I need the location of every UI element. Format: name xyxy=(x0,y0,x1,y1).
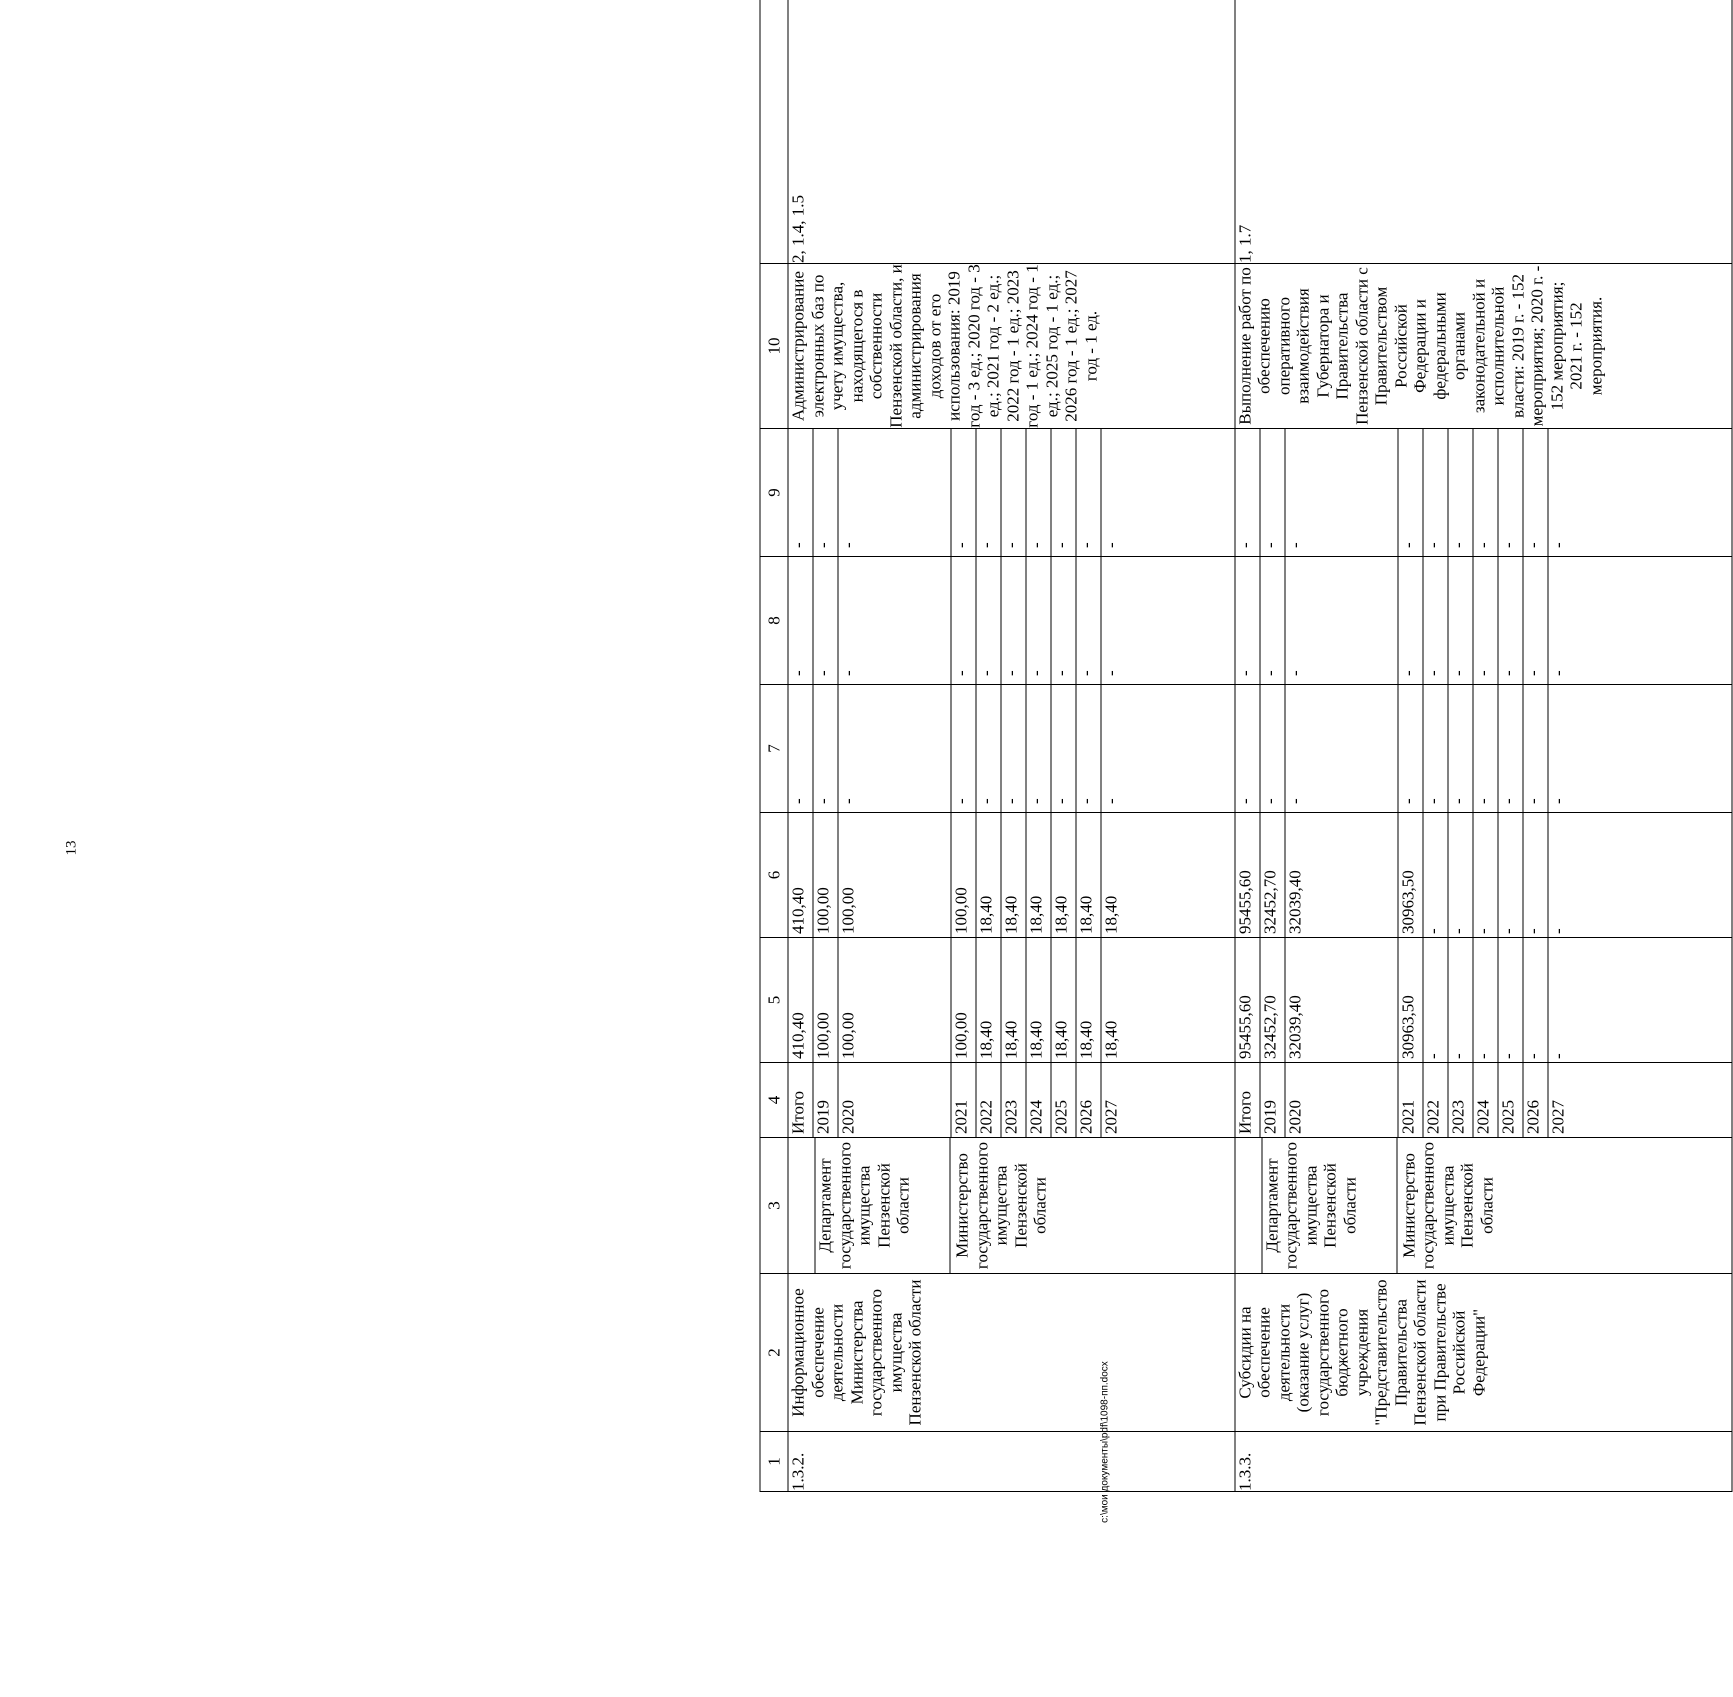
col8-value: - xyxy=(951,557,976,684)
col7-value: - xyxy=(1285,685,1398,812)
col8-value: - xyxy=(1235,670,1255,676)
col6-value: 18,40 xyxy=(1001,813,1026,937)
year-subrow xyxy=(1498,938,1523,1062)
col7-value: - xyxy=(1076,685,1101,812)
year-subrow xyxy=(813,938,838,1062)
col9-value: - xyxy=(951,429,976,556)
year-subrow xyxy=(1523,685,1548,812)
col8-value: - xyxy=(1398,557,1423,684)
col8-value: - xyxy=(1473,557,1498,684)
page-number: 13 xyxy=(63,840,80,856)
activity-name: Субсидии на обеспечение деятельности (оказание услуг) государственного бюджетного учреждения "Представительство Правительства Пензенской области при Правительстве Российской Федерации" xyxy=(1235,1274,1732,1432)
col9-cell xyxy=(1235,429,1732,557)
year-subrow xyxy=(1026,938,1051,1062)
col9-value: - xyxy=(1260,429,1285,556)
year-subrow xyxy=(1260,685,1285,812)
year-subrow xyxy=(1235,429,1260,556)
col5-value: 18,40 xyxy=(1026,938,1051,1062)
col6-value: - xyxy=(1523,813,1548,937)
col8-value: - xyxy=(838,557,951,684)
year-subrow xyxy=(1051,813,1076,937)
year-subrow xyxy=(951,813,976,937)
year-subrow xyxy=(813,429,838,556)
year-subrow xyxy=(1026,557,1051,684)
year-subrow xyxy=(951,1063,976,1137)
col7-value: - xyxy=(813,685,838,812)
col5-value: - xyxy=(1423,938,1448,1062)
year-subrow xyxy=(789,685,814,812)
col-num-2: 2 xyxy=(760,1274,788,1432)
year-subrow xyxy=(813,557,838,684)
col5-value: 32039,40 xyxy=(1285,938,1398,1062)
table-row xyxy=(1235,0,1732,1492)
year-subrow xyxy=(1001,938,1026,1062)
year-subrow xyxy=(1523,938,1548,1062)
col9-value: - xyxy=(976,429,1001,556)
year-subrow xyxy=(838,429,951,556)
col9-value: - xyxy=(1285,429,1398,556)
years-value: 2027 xyxy=(1101,1063,1121,1137)
year-subrow xyxy=(1076,429,1101,556)
col8-value: - xyxy=(1076,557,1101,684)
years-cell xyxy=(788,1063,1235,1138)
col-num-4: 4 xyxy=(760,1063,788,1138)
col6-value: 18,40 xyxy=(1051,813,1076,937)
year-subrow xyxy=(976,557,1001,684)
col5-value: 95455,60 xyxy=(1235,995,1255,1059)
year-subrow xyxy=(1423,557,1448,684)
year-subrow xyxy=(813,813,838,937)
col9-value: - xyxy=(813,429,838,556)
year-subrow xyxy=(789,429,814,556)
col6-value: 30963,50 xyxy=(1398,813,1423,937)
col5-value: 100,00 xyxy=(951,938,976,1062)
col9-value: - xyxy=(1076,429,1101,556)
years-value: 2025 xyxy=(1498,1063,1523,1137)
year-subrow xyxy=(1473,813,1498,937)
year-subrow xyxy=(1235,685,1260,812)
year-subrow xyxy=(1448,938,1473,1062)
col5-value: - xyxy=(1498,938,1523,1062)
col6-value: - xyxy=(1423,813,1448,937)
col8-value: - xyxy=(1448,557,1473,684)
year-subrow xyxy=(1473,685,1498,812)
col5-value: 410,40 xyxy=(788,1012,808,1059)
year-subrow xyxy=(1001,813,1026,937)
year-subrow xyxy=(1473,1063,1498,1137)
col5-cell xyxy=(1235,938,1732,1063)
executor-department: Департамент государственного имущества Пензенской области xyxy=(815,1138,950,1273)
col5-value: 18,40 xyxy=(976,938,1001,1062)
year-subrow xyxy=(1260,557,1285,684)
year-subrow xyxy=(1398,429,1423,556)
col5-value: - xyxy=(1548,938,1568,1062)
year-subrow xyxy=(951,429,976,556)
year-subrow xyxy=(1285,813,1398,937)
executor-cell xyxy=(788,1138,1235,1274)
year-subrow xyxy=(789,938,814,1062)
col7-cell xyxy=(1235,685,1732,813)
col6-cell xyxy=(788,813,1235,938)
expected-result: Администрирование электронных баз по учету имущества, находящегося в собственности Пензенской области, и администрирования доходов от его использования: 2019 год - 3 ед.; 2020 год - 3 ед.; 2021 год - 2 ед.; 2022 год - 1 ед.; 2023 год - 1 ед.; 2024 год - 1 ед.; 2025 год - 1 ед.; 2026 год - 1 ед.; 2027 год - 1 ед. xyxy=(788,264,1235,429)
year-subrow xyxy=(1001,557,1026,684)
col9-value: - xyxy=(1001,429,1026,556)
year-subrow xyxy=(1260,429,1285,556)
year-subrow xyxy=(1235,557,1260,684)
col-num-10: 10 xyxy=(760,264,788,429)
year-subrow xyxy=(1448,1063,1473,1137)
year-subrow xyxy=(1398,938,1423,1062)
year-subrow xyxy=(1473,429,1498,556)
row-number: 1.3.2. xyxy=(788,1432,1235,1492)
year-subrow xyxy=(1101,557,1121,684)
year-subrow xyxy=(1260,1063,1285,1137)
year-subrow xyxy=(1285,1063,1398,1137)
col6-value: 18,40 xyxy=(1026,813,1051,937)
col8-value: - xyxy=(1101,557,1121,684)
col8-cell xyxy=(788,557,1235,685)
col8-value: - xyxy=(1051,557,1076,684)
col6-value: - xyxy=(1448,813,1473,937)
indicator-link: 2, 1.4, 1.5 xyxy=(788,0,1235,264)
year-subrow xyxy=(1051,429,1076,556)
year-subrow xyxy=(1398,685,1423,812)
col7-value: - xyxy=(1548,685,1568,812)
year-subrow xyxy=(1001,685,1026,812)
year-subrow xyxy=(1001,429,1026,556)
col5-value: 32452,70 xyxy=(1260,938,1285,1062)
column-number-row xyxy=(760,0,788,1492)
years-value: 2024 xyxy=(1473,1063,1498,1137)
years-value: 2025 xyxy=(1051,1063,1076,1137)
years-value: 2026 xyxy=(1076,1063,1101,1137)
year-subrow xyxy=(1051,685,1076,812)
col6-value: 100,00 xyxy=(951,813,976,937)
year-subrow xyxy=(1523,813,1548,937)
year-subrow xyxy=(1001,1063,1026,1137)
col8-value: - xyxy=(1523,557,1548,684)
col7-value: - xyxy=(838,685,951,812)
col6-value: 100,00 xyxy=(813,813,838,937)
year-subrow xyxy=(1498,1063,1523,1137)
year-subrow xyxy=(976,429,1001,556)
col9-value: - xyxy=(1026,429,1051,556)
col6-value: 18,40 xyxy=(1076,813,1101,937)
col-num-1: 1 xyxy=(760,1432,788,1492)
year-subrow xyxy=(838,1063,951,1137)
year-subrow xyxy=(1260,938,1285,1062)
year-subrow xyxy=(1398,813,1423,937)
col9-value: - xyxy=(1423,429,1448,556)
col7-value: - xyxy=(1398,685,1423,812)
year-subrow xyxy=(838,685,951,812)
col5-value: 18,40 xyxy=(1076,938,1101,1062)
col5-value: 18,40 xyxy=(1051,938,1076,1062)
col9-cell xyxy=(788,429,1235,557)
year-subrow xyxy=(1101,429,1121,556)
col8-value: - xyxy=(788,670,808,676)
year-subrow xyxy=(1498,685,1523,812)
year-subrow xyxy=(1026,813,1051,937)
col5-value: 18,40 xyxy=(1101,938,1121,1062)
col9-value: - xyxy=(1448,429,1473,556)
rotated-table-container xyxy=(760,0,1733,1492)
col-num-8: 8 xyxy=(760,557,788,685)
col6-value: - xyxy=(1548,813,1568,937)
year-subrow xyxy=(1101,685,1121,812)
col5-value: 100,00 xyxy=(838,938,951,1062)
years-value: 2023 xyxy=(1448,1063,1473,1137)
years-value: 2019 xyxy=(813,1063,838,1137)
col8-value: - xyxy=(1026,557,1051,684)
year-subrow xyxy=(1076,813,1101,937)
executor-department: Департамент государственного имущества Пензенской области xyxy=(1261,1138,1396,1273)
col7-value: - xyxy=(1260,685,1285,812)
year-subrow xyxy=(951,938,976,1062)
col-num-3: 3 xyxy=(760,1138,788,1274)
year-subrow xyxy=(1101,813,1121,937)
row-number: 1.3.3. xyxy=(1235,1432,1732,1492)
col9-value: - xyxy=(1473,429,1498,556)
year-subrow xyxy=(1423,813,1448,937)
year-subrow xyxy=(789,557,814,684)
years-value: 2027 xyxy=(1548,1063,1568,1137)
col6-cell xyxy=(1235,813,1732,938)
year-subrow xyxy=(1548,813,1568,937)
year-subrow xyxy=(789,1063,814,1137)
col8-value: - xyxy=(1548,557,1568,684)
col7-value: - xyxy=(788,798,808,804)
years-value: 2020 xyxy=(838,1063,951,1137)
col7-cell xyxy=(788,685,1235,813)
years-value: 2021 xyxy=(951,1063,976,1137)
year-subrow xyxy=(1026,429,1051,556)
col5-value: - xyxy=(1448,938,1473,1062)
executor-ministry: Министерство государственного имущества Пензенской области xyxy=(1396,1138,1497,1273)
year-subrow xyxy=(1260,813,1285,937)
year-subrow xyxy=(1101,1063,1121,1137)
col7-value: - xyxy=(1423,685,1448,812)
year-subrow xyxy=(1423,938,1448,1062)
col5-value: 100,00 xyxy=(813,938,838,1062)
years-value: Итого xyxy=(788,1090,808,1134)
year-subrow xyxy=(1548,1063,1568,1137)
col8-value: - xyxy=(1498,557,1523,684)
activity-name: Информационное обеспечение деятельности Министерства государственного имущества Пензенской области xyxy=(788,1274,1235,1432)
year-subrow xyxy=(1398,557,1423,684)
col8-cell xyxy=(1235,557,1732,685)
col5-cell xyxy=(788,938,1235,1063)
year-subrow xyxy=(1423,429,1448,556)
executor-cell xyxy=(1235,1138,1732,1274)
years-value: 2021 xyxy=(1398,1063,1423,1137)
col5-value: - xyxy=(1473,938,1498,1062)
col5-value: 18,40 xyxy=(1001,938,1026,1062)
col6-value: - xyxy=(1473,813,1498,937)
col7-value: - xyxy=(1523,685,1548,812)
col7-value: - xyxy=(1235,798,1255,804)
years-value: Итого xyxy=(1235,1090,1255,1134)
year-subrow xyxy=(1398,1063,1423,1137)
year-subrow xyxy=(813,1063,838,1137)
year-subrow xyxy=(1548,938,1568,1062)
col8-value: - xyxy=(1001,557,1026,684)
year-subrow xyxy=(951,557,976,684)
col6-value: 95455,60 xyxy=(1235,870,1255,934)
indicator-link: 1, 1.7 xyxy=(1235,0,1732,264)
col5-value: - xyxy=(1523,938,1548,1062)
year-subrow xyxy=(1076,685,1101,812)
year-subrow xyxy=(1285,938,1398,1062)
year-subrow xyxy=(976,813,1001,937)
year-subrow xyxy=(1448,557,1473,684)
col6-value: 32039,40 xyxy=(1285,813,1398,937)
year-subrow xyxy=(1026,1063,1051,1137)
year-subrow xyxy=(1498,813,1523,937)
program-activities-table xyxy=(760,0,1733,1492)
col8-value: - xyxy=(1260,557,1285,684)
year-subrow xyxy=(1523,557,1548,684)
col9-value: - xyxy=(1523,429,1548,556)
year-subrow xyxy=(1448,813,1473,937)
executor-ministry: Министерство государственного имущества Пензенской области xyxy=(950,1138,1051,1273)
year-subrow xyxy=(1235,1063,1260,1137)
year-subrow xyxy=(1285,685,1398,812)
years-value: 2022 xyxy=(976,1063,1001,1137)
col7-value: - xyxy=(1051,685,1076,812)
col-num-7: 7 xyxy=(760,685,788,813)
col7-value: - xyxy=(1498,685,1523,812)
year-subrow xyxy=(951,685,976,812)
year-subrow xyxy=(1051,557,1076,684)
year-subrow xyxy=(1523,429,1548,556)
expected-result: Выполнение работ по обеспечению оперативного взаимодействия Губернатора и Правительства Пензенской области с Правительством Российской Федерации и федеральными органами законодательной и исполнительной власти: 2019 г. - 152 мероприятия; 2020 г. - 152 мероприятия; 2021 г. - 152 мероприятия. xyxy=(1235,264,1732,429)
col7-value: - xyxy=(1448,685,1473,812)
col6-value: 410,40 xyxy=(788,887,808,934)
col-num-11 xyxy=(760,0,788,264)
year-subrow xyxy=(976,1063,1001,1137)
col6-value: 18,40 xyxy=(1101,813,1121,937)
years-value: 2026 xyxy=(1523,1063,1548,1137)
year-subrow xyxy=(1285,557,1398,684)
year-subrow xyxy=(789,813,814,937)
col9-value: - xyxy=(788,542,808,548)
year-subrow xyxy=(838,938,951,1062)
year-subrow xyxy=(1498,557,1523,684)
year-subrow xyxy=(976,938,1001,1062)
col9-value: - xyxy=(1235,542,1255,548)
footer-file-path: c:\мои документы\pdf\1098-пп.docx xyxy=(1099,1361,1111,1523)
year-subrow xyxy=(1051,1063,1076,1137)
col9-value: - xyxy=(1548,429,1568,556)
year-subrow xyxy=(1423,1063,1448,1137)
years-value: 2022 xyxy=(1423,1063,1448,1137)
col9-value: - xyxy=(1051,429,1076,556)
year-subrow xyxy=(1423,685,1448,812)
year-subrow xyxy=(1235,813,1260,937)
col9-value: - xyxy=(1498,429,1523,556)
year-subrow xyxy=(1285,429,1398,556)
col8-value: - xyxy=(1423,557,1448,684)
year-subrow xyxy=(1498,429,1523,556)
col8-value: - xyxy=(813,557,838,684)
years-value: 2020 xyxy=(1285,1063,1398,1137)
col8-value: - xyxy=(976,557,1001,684)
years-value: 2023 xyxy=(1001,1063,1026,1137)
years-value: 2019 xyxy=(1260,1063,1285,1137)
years-cell xyxy=(1235,1063,1732,1138)
year-subrow xyxy=(1448,429,1473,556)
col9-value: - xyxy=(1398,429,1423,556)
year-subrow xyxy=(1548,685,1568,812)
col7-value: - xyxy=(1001,685,1026,812)
year-subrow xyxy=(1076,557,1101,684)
col7-value: - xyxy=(1473,685,1498,812)
col9-value: - xyxy=(1101,429,1121,556)
col9-value: - xyxy=(838,429,951,556)
year-subrow xyxy=(838,813,951,937)
years-value: 2024 xyxy=(1026,1063,1051,1137)
table-row xyxy=(788,0,1235,1492)
year-subrow xyxy=(1473,938,1498,1062)
year-subrow xyxy=(1101,938,1121,1062)
col5-value: 30963,50 xyxy=(1398,938,1423,1062)
year-subrow xyxy=(1548,557,1568,684)
col8-value: - xyxy=(1285,557,1398,684)
year-subrow xyxy=(976,685,1001,812)
year-subrow xyxy=(1051,938,1076,1062)
year-subrow xyxy=(813,685,838,812)
col6-value: 32452,70 xyxy=(1260,813,1285,937)
col6-value: 100,00 xyxy=(838,813,951,937)
year-subrow xyxy=(1026,685,1051,812)
col6-value: 18,40 xyxy=(976,813,1001,937)
col7-value: - xyxy=(1026,685,1051,812)
year-subrow xyxy=(1448,685,1473,812)
col6-value: - xyxy=(1498,813,1523,937)
col7-value: - xyxy=(951,685,976,812)
year-subrow xyxy=(1076,938,1101,1062)
col7-value: - xyxy=(976,685,1001,812)
col-num-6: 6 xyxy=(760,813,788,938)
year-subrow xyxy=(1235,938,1260,1062)
year-subrow xyxy=(838,557,951,684)
col-num-9: 9 xyxy=(760,429,788,557)
col7-value: - xyxy=(1101,685,1121,812)
year-subrow xyxy=(1473,557,1498,684)
year-subrow xyxy=(1548,429,1568,556)
year-subrow xyxy=(1523,1063,1548,1137)
col-num-5: 5 xyxy=(760,938,788,1063)
year-subrow xyxy=(1076,1063,1101,1137)
